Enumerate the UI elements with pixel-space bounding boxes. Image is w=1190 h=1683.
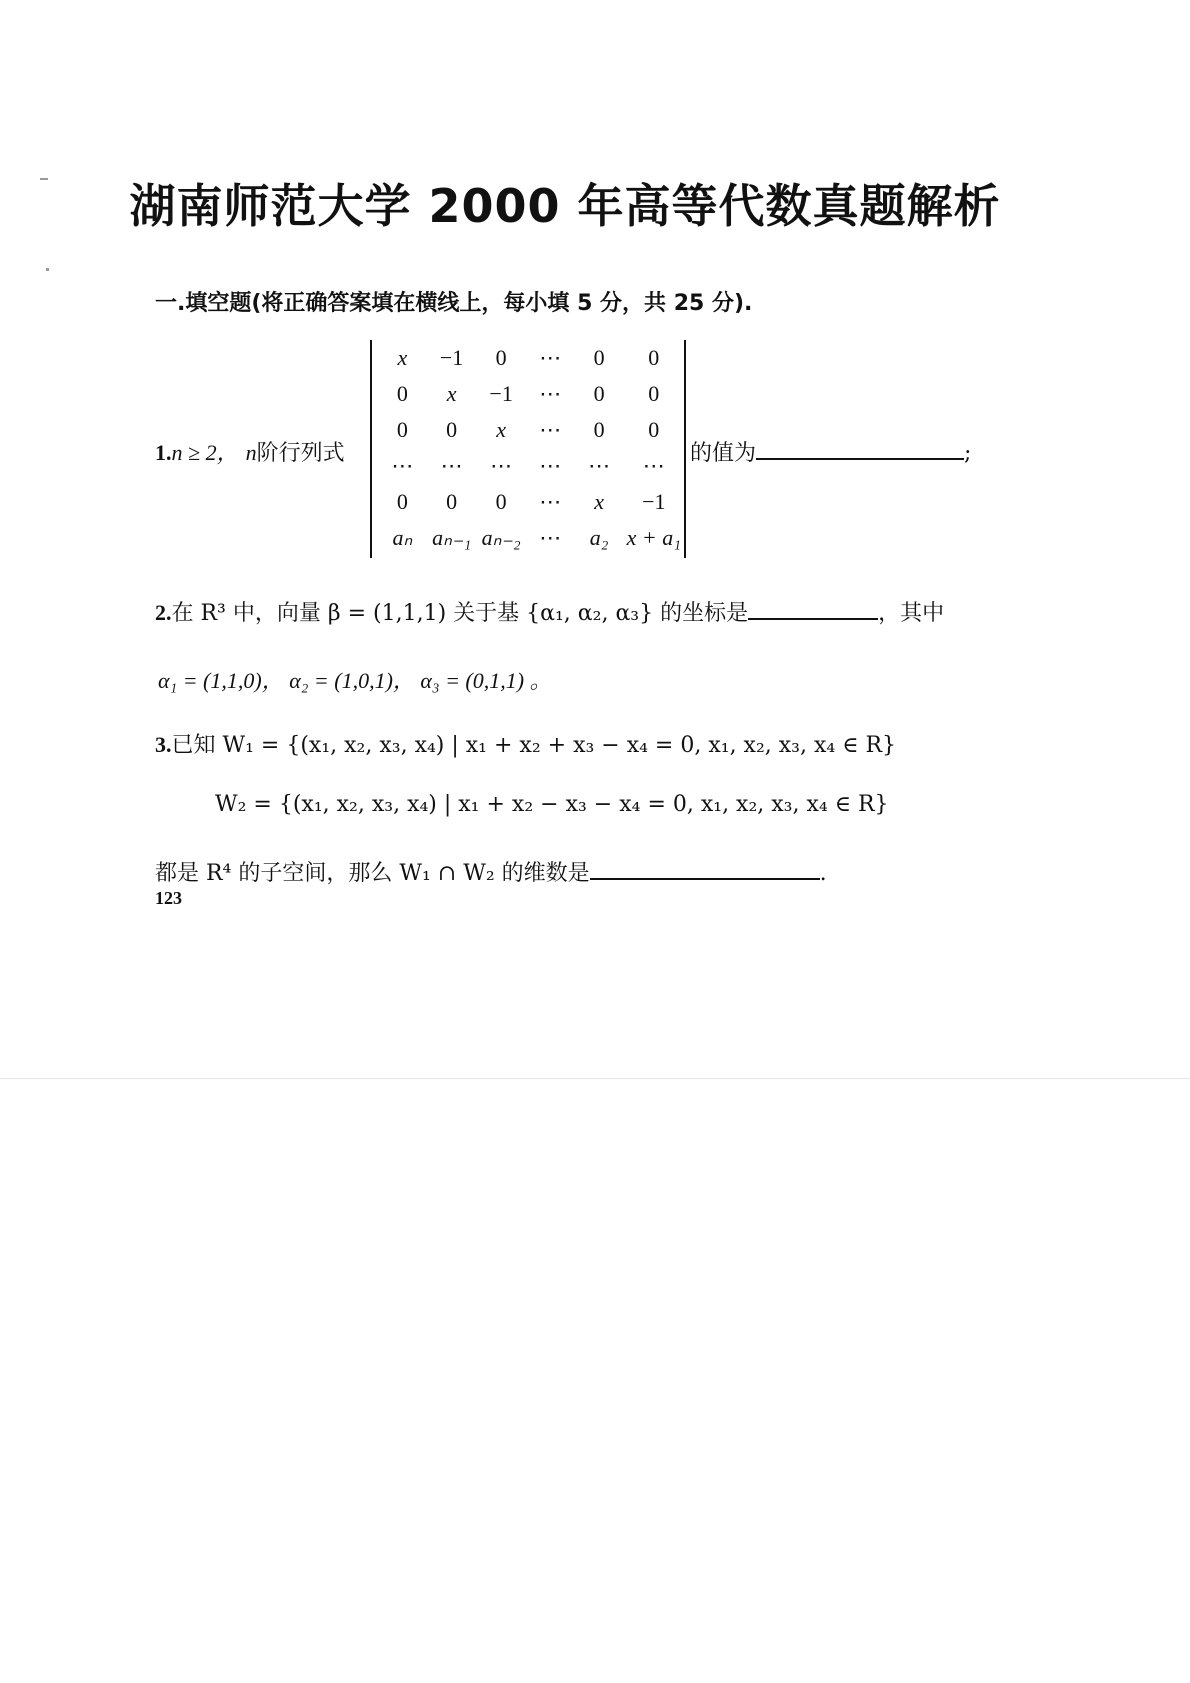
matrix-cell: x — [496, 417, 506, 442]
matrix-cell: 0 — [446, 417, 458, 442]
q3-line3 — [155, 856, 827, 887]
q1-suffix — [690, 436, 971, 467]
matrix-cell: x — [446, 381, 457, 406]
matrix-cell: 0 — [648, 417, 660, 442]
matrix-cell: −1 — [489, 381, 513, 406]
matrix-row — [378, 412, 684, 448]
matrix-cell: 0 — [495, 489, 507, 514]
determinant — [370, 340, 686, 558]
q3-number: 3. — [155, 732, 172, 757]
matrix-cell: 0 — [648, 345, 660, 370]
matrix-cell: 0 — [396, 381, 408, 406]
matrix-cell: 0 — [593, 417, 605, 442]
matrix-cell: x — [594, 489, 605, 514]
q1-condition: n ≥ 2， — [171, 440, 239, 465]
answer-blank[interactable] — [756, 436, 964, 460]
page-title: 湖南师范大学 2000 年高等代数真题解析 — [129, 179, 1001, 233]
matrix-cell: 0 — [648, 381, 660, 406]
q2-number: 2. — [155, 600, 172, 625]
q2-text: 在 R³ 中，向量 β = (1,1,1) 关于基 {α₁, α₂, α₃} 的坐标是 — [171, 601, 749, 626]
matrix-cell: ⋯ — [539, 417, 562, 442]
matrix-cell: 0 — [495, 345, 507, 370]
determinant-matrix — [378, 340, 684, 556]
matrix-cell: ⋯ — [642, 453, 665, 478]
q3-end: . — [819, 861, 827, 886]
matrix-row — [378, 376, 684, 412]
q2-text-end: ，其中 — [878, 601, 945, 626]
page-number: 123 — [155, 888, 182, 908]
matrix-row — [378, 448, 684, 484]
matrix-cell: ⋯ — [588, 453, 611, 478]
matrix-cell: x + a₁ — [626, 525, 681, 550]
q1-prefix — [155, 436, 345, 467]
section-header: 一.填空题(将正确答案填在横线上，每小填 5 分，共 25 分). — [155, 291, 753, 316]
matrix-cell: a₂ — [589, 525, 609, 550]
matrix-row — [378, 340, 684, 376]
matrix-row — [378, 520, 684, 556]
matrix-cell: −1 — [642, 489, 666, 514]
matrix-cell: ⋯ — [539, 525, 562, 550]
matrix-cell: ⋯ — [539, 453, 562, 478]
scan-speck — [46, 268, 49, 271]
matrix-cell: aₙ₋₂ — [481, 525, 521, 550]
matrix-row — [378, 484, 684, 520]
matrix-cell: 0 — [396, 417, 408, 442]
matrix-cell: ⋯ — [391, 453, 414, 478]
q1-number: 1. — [155, 440, 172, 465]
matrix-cell: ⋯ — [490, 453, 513, 478]
matrix-cell: aₙ — [392, 525, 413, 550]
matrix-cell: 0 — [593, 381, 605, 406]
q1-suffix-text: 的值为 — [690, 441, 757, 466]
matrix-cell: 0 — [593, 345, 605, 370]
q2-line2: α₁ = (1,1,0)， α₂ = (1,0,1)， α₃ = (0,1,1) 。 — [158, 668, 552, 693]
matrix-cell: −1 — [439, 345, 464, 370]
q2-line1 — [155, 596, 944, 627]
q1-text: 阶行列式 — [256, 441, 345, 466]
q3-line1 — [155, 728, 896, 759]
answer-blank[interactable] — [590, 856, 820, 880]
page-divider — [0, 1078, 1190, 1079]
q1-n: n — [245, 440, 257, 465]
q1-end: ; — [964, 441, 972, 466]
q3-w1: 已知 W₁ = {(x₁, x₂, x₃, x₄) | x₁ + x₂ + x₃ − x₄ = 0, x₁, x₂, x₃, x₄ ∈ R} — [171, 733, 897, 758]
q3-text: 都是 R⁴ 的子空间，那么 W₁ ∩ W₂ 的维数是 — [155, 861, 590, 886]
answer-blank[interactable] — [748, 596, 878, 620]
matrix-cell: ⋯ — [440, 453, 463, 478]
matrix-cell: 0 — [396, 489, 408, 514]
matrix-cell: ⋯ — [539, 381, 562, 406]
matrix-cell: 0 — [446, 489, 458, 514]
q3-line2: W₂ = {(x₁, x₂, x₃, x₄) | x₁ + x₂ − x₃ − x₄ = 0, x₁, x₂, x₃, x₄ ∈ R} — [215, 792, 889, 817]
matrix-cell: ⋯ — [539, 489, 562, 514]
matrix-cell: x — [397, 345, 408, 370]
matrix-cell: aₙ₋₁ — [432, 525, 472, 550]
matrix-cell: ⋯ — [539, 345, 562, 370]
